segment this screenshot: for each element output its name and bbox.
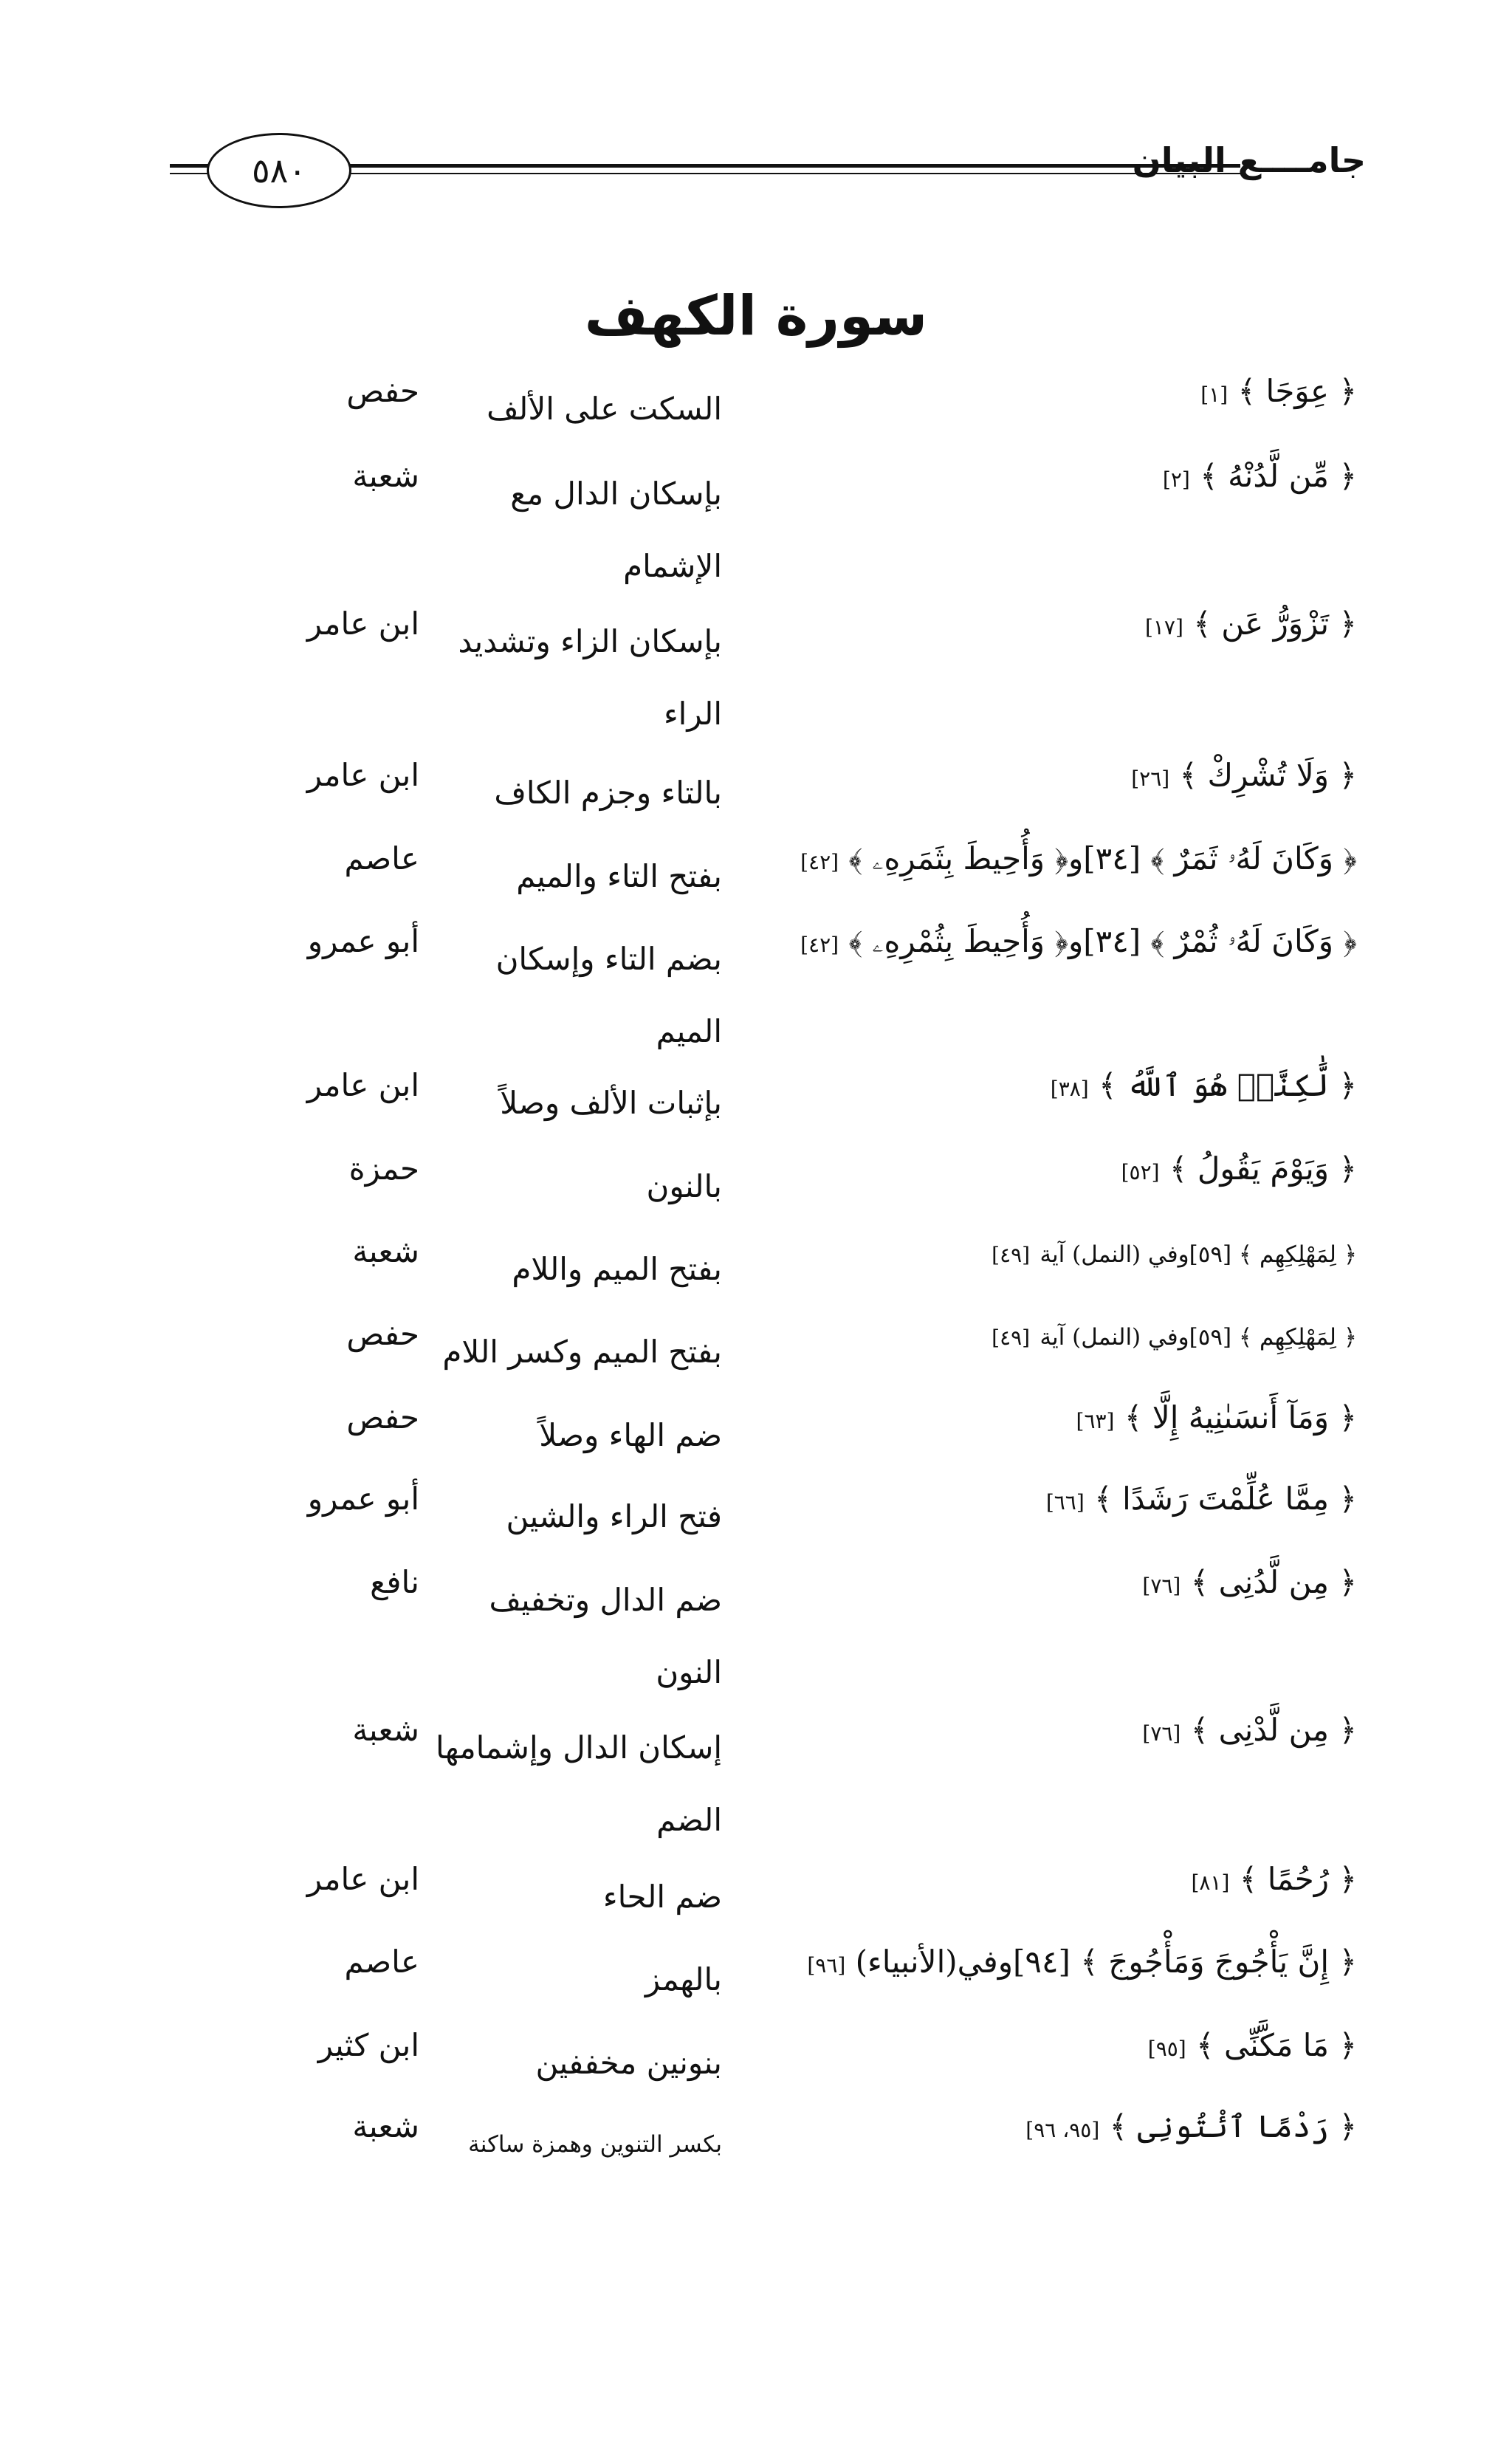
reader-name: شعبة (352, 1712, 419, 1748)
verse-text: ﴿ وَيَوْمَ يَقُولُ ﴾ [٥٢] (1121, 1150, 1357, 1187)
table-row (0, 2108, 1512, 2189)
verse-ref: [٤٢] (800, 933, 839, 957)
reading-description: بإثبات الألف وصلاً (500, 1085, 722, 1121)
table-row (0, 923, 1512, 1049)
reader-name: نافع (370, 1564, 419, 1600)
verse-text: ﴿ رُحُمًا ﴾ [٨١] (1191, 1861, 1357, 1897)
verse-ref: [١] (1200, 383, 1228, 407)
reader-name: ابن عامر (306, 606, 419, 642)
verse-ref: [٧٦] (1142, 1574, 1181, 1598)
reading-description: بفتح التاء والميم (516, 858, 722, 894)
reading-description: بفتح الميم وكسر اللام (442, 1334, 722, 1370)
reading-description: السكت على الألف (487, 391, 722, 427)
verse-text: ﴿ مَا مَكَّنِّى ﴾ [٩٥] (1147, 2027, 1357, 2063)
reader-name: أبو عمرو (307, 923, 419, 959)
verse-text: ﴿ عِوَجَا ﴾ [١] (1200, 373, 1357, 409)
verse-text: ﴿ مِن لَّدْنِى ﴾ [٧٦] (1142, 1712, 1357, 1748)
verse-ref: [٣٨] (1050, 1077, 1089, 1101)
verse-text: ﴿ مِّن لَّدُنْهُ ﴾ [٢] (1162, 458, 1357, 494)
reading-description: ضم الحاء (602, 1879, 722, 1915)
table-row (0, 606, 1512, 732)
table-row (0, 1150, 1512, 1232)
verse-ref: [٥٢] (1121, 1160, 1160, 1184)
verse-text: ﴿ لِمَهْلِكِهِم ﴾ [٥٩]وفي (النمل) آية [٤٩] (992, 1241, 1357, 1268)
reading-description: ضم الدال وتخفيف النون (489, 1582, 722, 1690)
reader-name: ابن عامر (306, 1861, 419, 1897)
verse-ref: [٨١] (1191, 1870, 1230, 1895)
reading-description: فتح الراء والشين (506, 1498, 722, 1534)
verse-text: ﴿ مِمَّا عُلِّمْتَ رَشَدًا ﴾ [٦٦] (1045, 1481, 1357, 1517)
table-row (0, 1233, 1512, 1314)
table-row (0, 1712, 1512, 1838)
table-row (0, 2027, 1512, 2108)
verse-text: ﴿ وَلَا تُشْرِكْ ﴾ [٢٦] (1131, 757, 1357, 793)
reading-description: بإسكان الزاء وتشديد الراء (458, 623, 722, 732)
verse-ref: [٤٢] (800, 850, 839, 874)
reading-description: بفتح الميم واللام (512, 1251, 722, 1287)
reader-name: عاصم (344, 1944, 419, 1980)
verse-text: ﴿ وَمَآ أَنسَىٰنِيهُ إِلَّا ﴾ [٦٣] (1076, 1399, 1357, 1436)
table-row (0, 1564, 1512, 1690)
reading-description: بضم التاء وإسكان الميم (495, 941, 722, 1049)
table-row (0, 757, 1512, 838)
reader-name: حفص (346, 373, 419, 409)
verse-text: ﴿ رَدْمًا ٱئْتُونِى ﴾ [٩٥، ٩٦] (1025, 2108, 1357, 2144)
verse-text: ﴿ تَزْوَرُّ عَن ﴾ [١٧] (1144, 606, 1357, 642)
verse-ref: [٩٥، ٩٦] (1025, 2118, 1100, 2142)
verse-ref: [٩٥] (1147, 2037, 1186, 2061)
reading-description: بإسكان الدال مع الإشمام (510, 476, 722, 584)
table-row (0, 1861, 1512, 1942)
table-row (0, 373, 1512, 454)
reading-description: بكسر التنوين وهمزة ساكنة (468, 2131, 722, 2158)
reader-name: شعبة (352, 458, 419, 494)
reading-description: ضم الهاء وصلاً (539, 1417, 722, 1453)
reader-name: شعبة (352, 2108, 419, 2144)
surah-title: سورة الكهف (584, 284, 928, 348)
verse-ref: [٦٦] (1045, 1490, 1085, 1515)
reader-name: ابن عامر (306, 757, 419, 793)
reader-name: شعبة (352, 1233, 419, 1269)
reader-name: حمزة (348, 1150, 419, 1187)
verse-text: ﴿ إِنَّ يَأْجُوجَ وَمَأْجُوجَ ﴾ [٩٤]وفي(الأنبياء) [٩٦] (807, 1944, 1357, 1980)
verse-ref: [٤٩] (992, 1243, 1031, 1267)
verse-ref: [٩٦] (807, 1953, 846, 1978)
reading-description: بنونين مخففين (535, 2045, 722, 2081)
table-row (0, 458, 1512, 584)
table-row (0, 840, 1512, 922)
verse-text: ﴿ لِمَهْلِكِهِم ﴾ [٥٩]وفي (النمل) آية [٤٩] (992, 1324, 1357, 1351)
reading-description: بالتاء وجزم الكاف (494, 775, 722, 811)
table-row (0, 1067, 1512, 1148)
reader-name: حفص (346, 1316, 419, 1352)
verse-text: ﴿ وَكَانَ لَهُۥ ثُمْرٌ ﴾ [٣٤]و﴿ وَأُحِيطَ بِثُمْرِهِۦ ﴾ [٤٢] (800, 923, 1357, 959)
table-row (0, 1399, 1512, 1481)
reading-description: بالهمز (645, 1961, 722, 1997)
reading-description: إسكان الدال وإشمامها الضم (436, 1729, 722, 1838)
table-row (0, 1944, 1512, 2025)
verse-ref: [١٧] (1144, 615, 1183, 639)
reader-name: عاصم (344, 840, 419, 877)
verse-text: ﴿ مِن لَّدُنِى ﴾ [٧٦] (1142, 1564, 1357, 1600)
reader-name: ابن كثير (317, 2027, 419, 2063)
verse-ref: [٦٣] (1076, 1409, 1115, 1433)
verse-ref: [٤٩] (992, 1325, 1031, 1350)
verse-ref: [٢] (1162, 467, 1190, 492)
reading-description: بالنون (646, 1168, 722, 1204)
verse-ref: [٧٦] (1142, 1721, 1181, 1746)
table-row (0, 1316, 1512, 1397)
page-number: ٥٨٠ (207, 133, 351, 208)
reader-name: حفص (346, 1399, 419, 1436)
book-title: جامــــع البيان (1132, 140, 1366, 180)
reader-name: ابن عامر (306, 1067, 419, 1103)
verse-text: ﴿ لَّٰكِنَّا۠ هُوَ ٱللَّهُ ﴾ [٣٨] (1050, 1067, 1357, 1103)
reader-name: أبو عمرو (307, 1481, 419, 1517)
table-row (0, 1481, 1512, 1562)
verse-ref: [٢٦] (1131, 766, 1170, 791)
verse-text: ﴿ وَكَانَ لَهُۥ ثَمَرٌ ﴾ [٣٤]و﴿ وَأُحِيطَ بِثَمَرِهِۦ ﴾ [٤٢] (800, 840, 1357, 877)
